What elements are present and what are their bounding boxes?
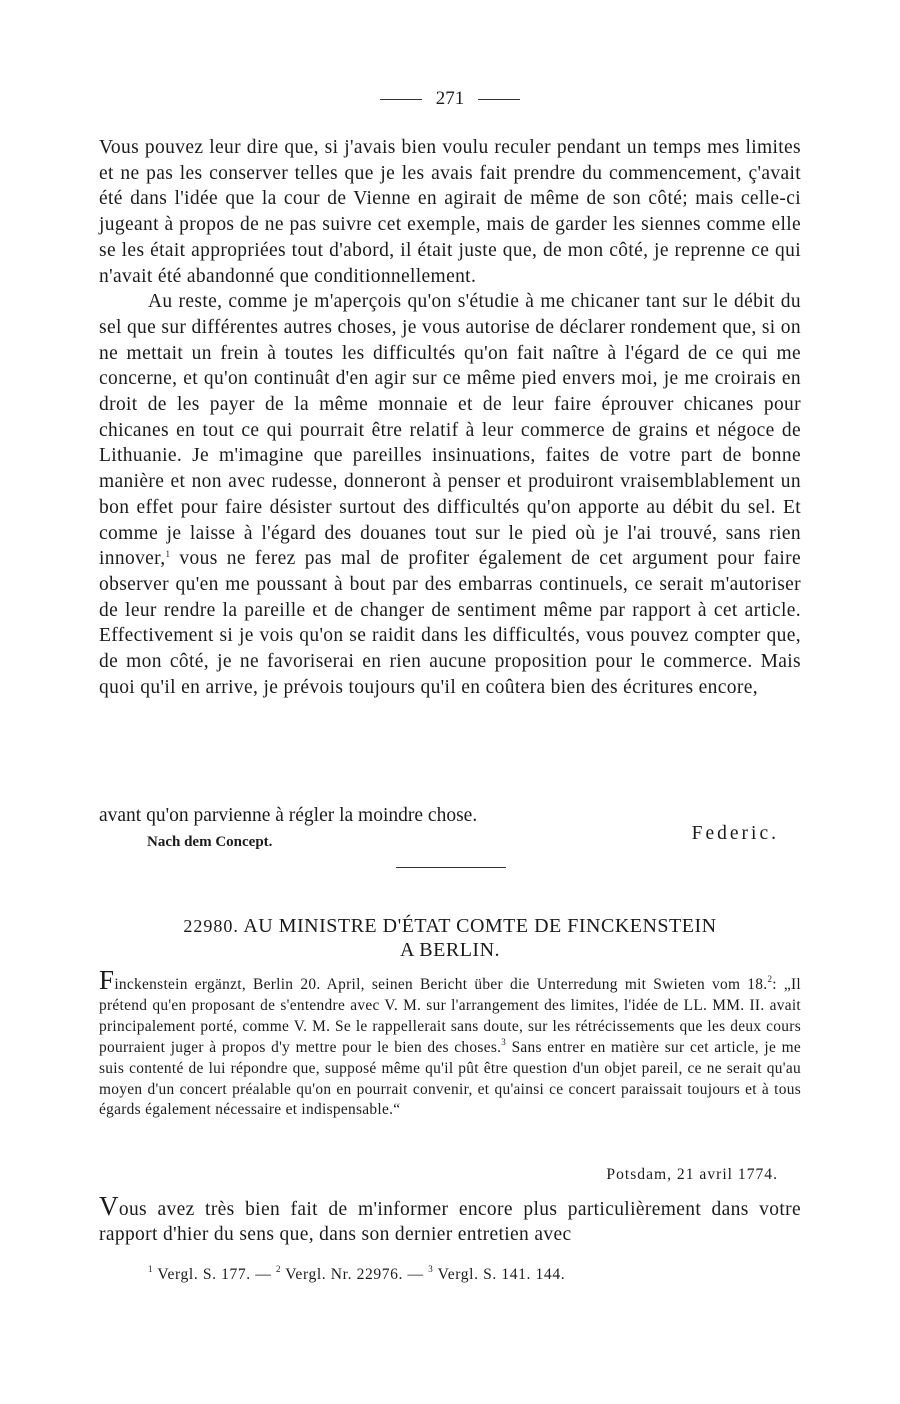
header-dash-left (380, 99, 422, 100)
footnote-3: Vergl. S. 141. 144. (433, 1266, 566, 1283)
footnote-1: Vergl. S. 177. — (153, 1266, 276, 1283)
body-dropcap: V (99, 1191, 119, 1221)
letter-2-text: ous avez très bien fait de m'informer encore plus particulièrement dans votre rapport d'hier du sens que, dans son dernier entretien avec (99, 1199, 801, 1245)
paragraph-1: Vous pouvez leur dire que, si j'avais bien voulu reculer pendant un temps mes limites et ne pas les conserver telles que je les avais fait prendre du commencement, ç'avait été dans l'idée que la cour de Vienne en agirait de même de son côté; mais celle-ci jugeant à propos de ne pas suivre cet exemple, mais de garder les siennes comme elle se les était appropriées tout d'abord, il était juste que, de mon côté, je reprenne ce qui n'avait été abandonné que conditionnellement. (99, 137, 801, 287)
page-header (0, 88, 900, 110)
section-divider (396, 867, 506, 868)
letter-body (99, 135, 801, 700)
letter-title (100, 914, 800, 962)
title-line-1: AU MINISTRE D'ÉTAT COMTE DE FINCKENSTEIN (243, 915, 717, 937)
footnote-ref-2: 2 (767, 974, 773, 984)
footnote-ref-1: 1 (165, 549, 171, 560)
signature: Federic. (691, 823, 779, 844)
header-dash-right (478, 99, 520, 100)
letter-date: Potsdam, 21 avril 1774. (606, 1166, 778, 1183)
letter-number: 22980. (183, 916, 239, 936)
source-note: Nach dem Concept. (147, 834, 273, 850)
letter-2-body (99, 1191, 801, 1247)
report-summary (99, 965, 801, 1121)
title-line-2: A BERLIN. (399, 939, 501, 961)
summary-part-a: inckenstein ergänzt, Berlin 20. April, seinen Bericht über die Unterredung mit Swieten vom 18. (114, 976, 768, 993)
footnotes (148, 1266, 565, 1284)
page-number: 271 (435, 88, 465, 109)
paragraph-2 (99, 289, 801, 700)
footnote-2-marker: 2 (275, 1264, 282, 1274)
summary-part-c: Sans entrer en matière sur cet article, je me suis contenté de lui répondre que, supposé même qu'il pût être question d'un objet pareil, ce ne serait qu'au moyen d'un concert préalable qu'on en pourrait convenir, et qu'ainsi ce concert paraissait toujours et à tous égards également nécessaire et indispensable.“ (99, 1038, 801, 1119)
footnote-ref-3: 3 (501, 1036, 507, 1047)
footnote-2: Vergl. Nr. 22976. — (281, 1266, 429, 1283)
paragraph-2-part-a: Au reste, comme je m'aperçois qu'on s'étudie à me chicaner tant sur le débit du sel que sur différentes autres choses, je vous autorise de déclarer rondement que, si on ne mettait un frein à toutes les difficultés qu'on fait naître à l'égard de ce qui me concerne, et qu'on continuât d'en agir sur ce même pied envers moi, je me croirais en droit de les payer de la même monnaie et de leur faire éprouver chicanes pour chicanes en tout ce qui pourrait être relatif à leur commerce de grains et négoce de Lithuanie. Je m'imagine que pareilles insinuations, faites de votre part de bonne manière et non avec rudesse, donneront à penser et produiront vraisemblablement un bon effet pour faire désister surtout des difficultés qu'on apporte au débit du sel. Et comme je laisse à l'égard des douanes tout sur le pied où je l'ai trouvé, sans rien innover, (99, 291, 801, 570)
closing-text: avant qu'on parvienne à régler la moindre chose. (99, 805, 478, 826)
footnote-3-marker: 3 (428, 1264, 434, 1274)
footnote-1-marker: 1 (148, 1264, 154, 1274)
summary-part-b: : „Il prétend qu'en proposant de s'entendre avec V. M. sur l'arrangement des limites, l'idée de LL. MM. II. avait principalement porté, comme V. M. Se le rappellerait sans doute, sur les rétrécissements que les deux cours pourraient juger à propos d'y mettre pour le bien des choses. (99, 976, 801, 1056)
summary-dropcap: F (99, 965, 115, 995)
paragraph-2-part-b: vous ne ferez pas mal de profiter également de cet argument pour faire observer qu'en me poussant à bout par des embarras continuels, ce serait m'autoriser de leur rendre la pareille et de changer de sentiment même par rapport à cet article. Effectivement si je vois qu'on se raidit dans les difficultés, vous pouvez compter que, de mon côté, je ne favoriserai en rien aucune proposition pour le commerce. Mais quoi qu'il en arrive, je prévois toujours qu'il en coûtera bien des écritures encore, (99, 548, 801, 698)
